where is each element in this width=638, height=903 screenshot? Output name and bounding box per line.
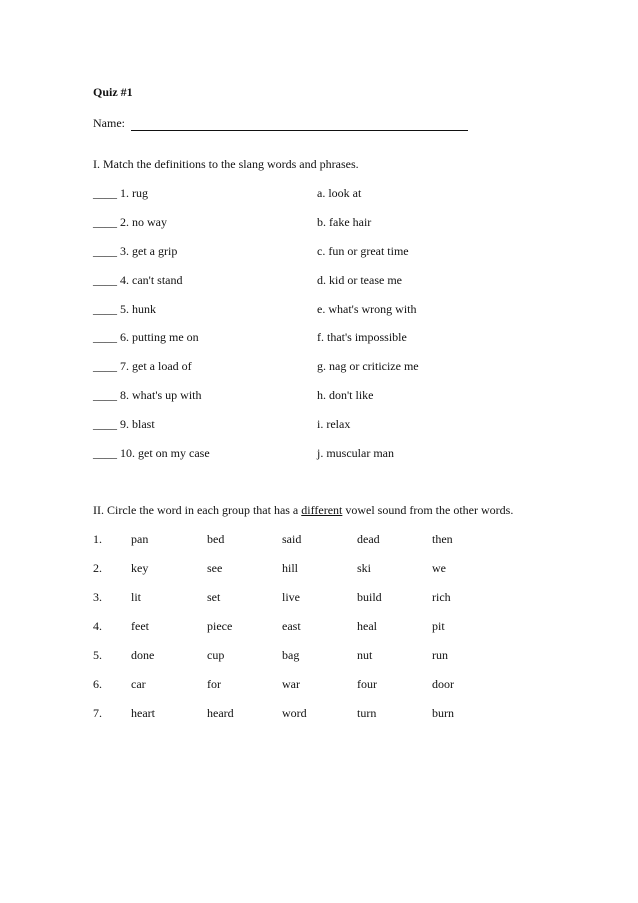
match-term: ____ 6. putting me on: [93, 330, 199, 344]
word-option[interactable]: set: [207, 590, 221, 604]
match-definition: d. kid or tease me: [317, 273, 402, 287]
vowel-row: [93, 590, 553, 606]
match-term: ____ 3. get a grip: [93, 244, 178, 258]
word-option[interactable]: east: [282, 619, 301, 633]
word-option[interactable]: key: [131, 561, 149, 575]
match-definition: h. don't like: [317, 388, 374, 402]
match-definition: c. fun or great time: [317, 244, 409, 258]
match-row: [93, 244, 553, 260]
match-definition: f. that's impossible: [317, 330, 407, 344]
section2-heading-underlined: different: [301, 503, 343, 517]
word-option[interactable]: heal: [357, 619, 377, 633]
word-option[interactable]: lit: [131, 590, 142, 604]
row-number: 2.: [93, 561, 102, 575]
row-number: 5.: [93, 648, 102, 662]
quiz-title: Quiz #1: [93, 85, 133, 99]
section1-heading: I. Match the definitions to the slang words and phrases.: [93, 157, 359, 171]
match-row: [93, 446, 553, 462]
section2-heading-end: vowel sound from the other words.: [342, 503, 514, 517]
match-term: ____ 1. rug: [93, 186, 148, 200]
vowel-row: [93, 532, 553, 548]
word-option[interactable]: run: [432, 648, 448, 662]
row-number: 1.: [93, 532, 102, 546]
match-term: ____ 4. can't stand: [93, 273, 183, 287]
section2-heading-start: II. Circle the word in each group that has a: [93, 503, 302, 517]
word-option[interactable]: live: [282, 590, 300, 604]
word-option[interactable]: then: [432, 532, 453, 546]
word-option[interactable]: heard: [207, 706, 234, 720]
match-term: ____ 8. what's up with: [93, 388, 202, 402]
word-option[interactable]: word: [282, 706, 307, 720]
word-option[interactable]: said: [282, 532, 302, 546]
match-definition: e. what's wrong with: [317, 302, 417, 316]
word-option[interactable]: door: [432, 677, 454, 691]
section2-heading: [93, 503, 513, 518]
name-blank-line[interactable]: [131, 118, 468, 131]
word-option[interactable]: turn: [357, 706, 377, 720]
match-row: [93, 359, 553, 375]
vowel-row: [93, 561, 553, 577]
word-option[interactable]: ski: [357, 561, 372, 575]
word-option[interactable]: heart: [131, 706, 155, 720]
vowel-row: [93, 706, 553, 722]
name-field-row: [93, 116, 468, 131]
row-number: 7.: [93, 706, 102, 720]
match-term: ____ 9. blast: [93, 417, 155, 431]
vowel-row: [93, 619, 553, 635]
match-term: ____ 10. get on my case: [93, 446, 210, 460]
word-option[interactable]: bag: [282, 648, 300, 662]
match-term: ____ 5. hunk: [93, 302, 156, 316]
word-option[interactable]: bed: [207, 532, 225, 546]
word-option[interactable]: feet: [131, 619, 149, 633]
match-term: ____ 2. no way: [93, 215, 167, 229]
word-option[interactable]: pit: [432, 619, 445, 633]
vowel-row: [93, 648, 553, 664]
word-option[interactable]: done: [131, 648, 155, 662]
word-option[interactable]: rich: [432, 590, 451, 604]
word-option[interactable]: for: [207, 677, 221, 691]
word-option[interactable]: burn: [432, 706, 454, 720]
match-row: [93, 273, 553, 289]
word-option[interactable]: war: [282, 677, 300, 691]
match-row: [93, 388, 553, 404]
match-definition: i. relax: [317, 417, 351, 431]
match-term: ____ 7. get a load of: [93, 359, 192, 373]
row-number: 6.: [93, 677, 102, 691]
match-definition: j. muscular man: [317, 446, 394, 460]
word-option[interactable]: cup: [207, 648, 225, 662]
match-definition: g. nag or criticize me: [317, 359, 419, 373]
vowel-row: [93, 677, 553, 693]
match-row: [93, 186, 553, 202]
word-option[interactable]: build: [357, 590, 382, 604]
row-number: 4.: [93, 619, 102, 633]
word-option[interactable]: pan: [131, 532, 149, 546]
name-label: Name:: [93, 116, 125, 130]
word-option[interactable]: four: [357, 677, 377, 691]
match-row: [93, 417, 553, 433]
match-row: [93, 330, 553, 346]
word-option[interactable]: dead: [357, 532, 380, 546]
word-option[interactable]: see: [207, 561, 223, 575]
match-row: [93, 302, 553, 318]
match-definition: b. fake hair: [317, 215, 372, 229]
word-option[interactable]: hill: [282, 561, 299, 575]
row-number: 3.: [93, 590, 102, 604]
match-definition: a. look at: [317, 186, 362, 200]
word-option[interactable]: we: [432, 561, 446, 575]
word-option[interactable]: nut: [357, 648, 373, 662]
word-option[interactable]: car: [131, 677, 146, 691]
word-option[interactable]: piece: [207, 619, 233, 633]
match-row: [93, 215, 553, 231]
